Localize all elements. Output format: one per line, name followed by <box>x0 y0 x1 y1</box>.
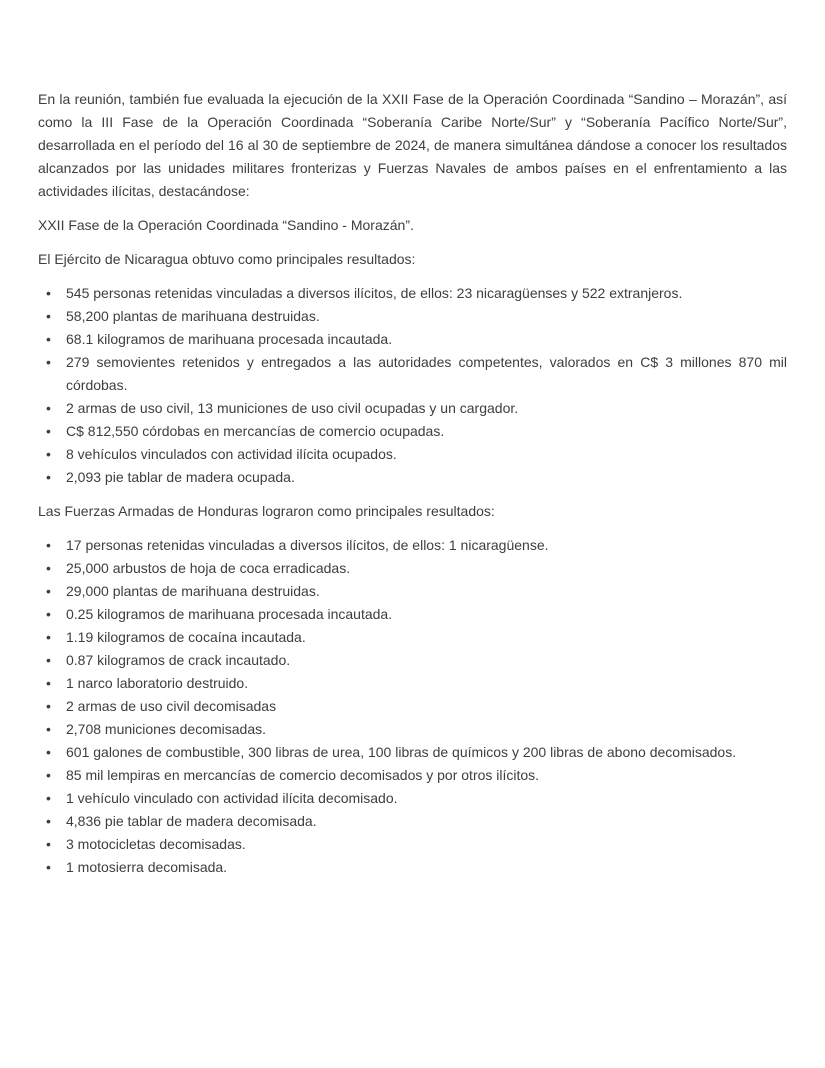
result-item: • 3 motocicletas decomisadas. <box>38 833 787 856</box>
nicaragua-results-heading: El Ejército de Nicaragua obtuvo como principales resultados: <box>38 251 416 267</box>
result-item: • C$ 812,550 córdobas en mercancías de comercio ocupadas. <box>38 420 787 443</box>
result-item: • 1.19 kilogramos de cocaína incautada. <box>38 626 787 649</box>
result-item: • 0.25 kilogramos de marihuana procesada incautada. <box>38 603 787 626</box>
result-item: • 279 semovientes retenidos y entregados a las autoridades competentes, valorados en C$ 3 millones 870 mil córdobas. <box>38 351 787 397</box>
honduras-results-heading: Las Fuerzas Armadas de Honduras lograron como principales resultados: <box>38 503 495 519</box>
result-item: • 17 personas retenidas vinculadas a diversos ilícitos, de ellos: 1 nicaragüense. <box>38 534 787 557</box>
result-item: • 545 personas retenidas vinculadas a diversos ilícitos, de ellos: 23 nicaragüenses y 522 extranjeros. <box>38 282 787 305</box>
phase-heading: XXII Fase de la Operación Coordinada “Sandino - Morazán”. <box>38 217 414 233</box>
intro-paragraph: En la reunión, también fue evaluada la ejecución de la XXII Fase de la Operación Coordinada “Sandino – Morazán”, así como la III Fase de la Operación Coordinada “Soberanía Caribe Norte/Sur” y “Soberanía Pacífico Norte/Sur”, desarrollada en el período del 16 al 30 de septiembre de 2024, de manera simultánea dándose a conocer los resultados alcanzados por las unidades militares fronterizas y Fuerzas Navales de ambos países en el enfrentamiento a las actividades ilícitas, destacándose: <box>38 91 787 199</box>
result-item: • 2,708 municiones decomisadas. <box>38 718 787 741</box>
result-item: • 8 vehículos vinculados con actividad ilícita ocupados. <box>38 443 787 466</box>
result-item: • 68.1 kilogramos de marihuana procesada incautada. <box>38 328 787 351</box>
result-item: • 2 armas de uso civil, 13 municiones de uso civil ocupadas y un cargador. <box>38 397 787 420</box>
result-item: • 2,093 pie tablar de madera ocupada. <box>38 466 787 489</box>
result-item: • 2 armas de uso civil decomisadas <box>38 695 787 718</box>
result-item: • 25,000 arbustos de hoja de coca erradicadas. <box>38 557 787 580</box>
nicaragua-results-list <box>38 282 787 489</box>
result-item: • 1 motosierra decomisada. <box>38 856 787 879</box>
result-item: • 1 vehículo vinculado con actividad ilícita decomisado. <box>38 787 787 810</box>
result-item: • 601 galones de combustible, 300 libras de urea, 100 libras de químicos y 200 libras de abono decomisados. <box>38 741 787 764</box>
result-item: • 0.87 kilogramos de crack incautado. <box>38 649 787 672</box>
result-item: • 85 mil lempiras en mercancías de comercio decomisados y por otros ilícitos. <box>38 764 787 787</box>
honduras-results-list <box>38 534 787 879</box>
result-item: • 1 narco laboratorio destruido. <box>38 672 787 695</box>
result-item: • 58,200 plantas de marihuana destruidas. <box>38 305 787 328</box>
result-item: • 4,836 pie tablar de madera decomisada. <box>38 810 787 833</box>
result-item: • 29,000 plantas de marihuana destruidas. <box>38 580 787 603</box>
